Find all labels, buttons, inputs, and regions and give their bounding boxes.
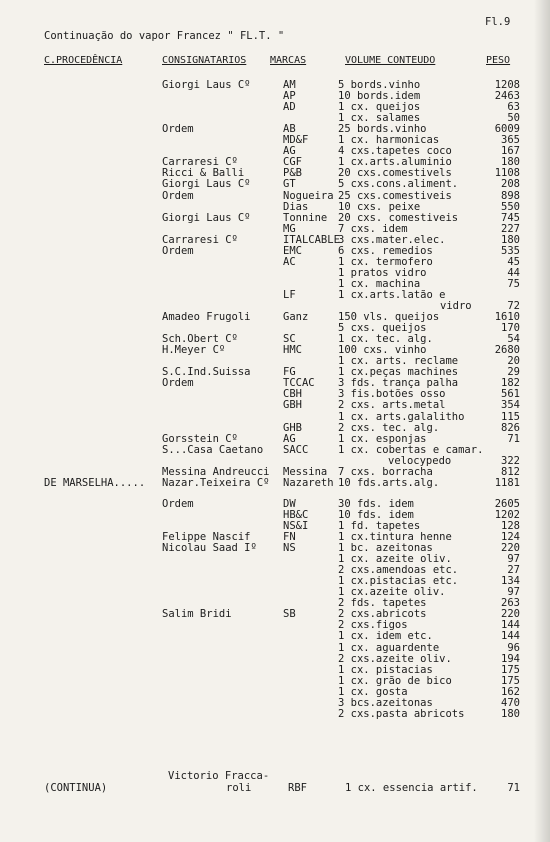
row-weight: 535 [501,244,520,257]
row-mark: GBH [283,399,302,412]
header-peso: PESO [486,55,511,66]
row-weight: 144 [501,630,520,643]
row-weight: 27 [507,564,520,577]
row-content: 1 cx. arts.galalitho [338,410,465,423]
row-mark: FN [283,531,296,543]
row-weight: 144 [501,619,520,632]
row-mark: TCCAC [283,377,315,390]
row-content: 10 bords.idem [338,90,421,103]
row-weight: 170 [501,322,520,335]
row-content: 1 cx.azeite oliv. [338,586,446,599]
row-content: 1 cx. esponjas [338,432,427,445]
row-content: 4 cxs.tapetes coco [338,145,452,158]
row-weight: 29 [507,366,520,379]
row-mark: AG [283,432,296,445]
row-mark: AD [283,101,296,114]
row-mark: AG [283,145,296,158]
header-procedencia: C.PROCEDÊNCIA [44,55,123,66]
row-content: 1 cx. harmonicas [338,134,440,147]
row-mark: SB [283,608,296,621]
row-content: 1 pratos vidro [338,266,427,279]
row-weight: 208 [501,178,520,191]
row-mark: Nogueira [283,189,334,202]
row-mark: ITALCABLE [283,233,340,246]
row-mark: MG [283,222,296,235]
row-mark: AP [283,90,296,103]
row-weight: 63 [507,101,520,114]
row-weight: 826 [501,421,520,434]
row-mark: SACC [283,443,309,456]
row-mark: CBH [283,388,302,401]
row-content: 2 cxs.pasta abricots [338,707,465,720]
row-consignee: Gorsstein Cº [162,432,238,445]
row-procedencia: DE MARSELHA..... [44,476,146,489]
row-mark: HB&C [283,508,309,521]
row-content: 1 bc. azeitonas [338,542,433,555]
row-content: 20 cxs. comestiveis [338,211,459,224]
row-consignee: S...Casa Caetano [162,443,264,456]
row-consignee: Carraresi Cº [162,233,238,246]
row-weight: 812 [501,465,520,478]
row-weight: 220 [501,608,520,621]
row-content: 3 fis.botões osso [338,388,446,401]
row-mark: AM [283,79,296,91]
row-weight: 175 [501,663,520,676]
row-weight: 45 [507,255,520,268]
row-content: 1 cx. azeite oliv. [338,553,452,566]
row-content: 5 cxs.cons.aliment. [338,178,459,191]
row-content: 150 vls. queijos [338,311,440,324]
row-mark: FG [283,366,296,379]
row-weight: 20 [507,355,520,368]
row-weight: 220 [501,542,520,555]
row-weight: 561 [501,388,520,401]
row-content: 1 cx. queijos [338,101,421,114]
row-content: 2 cxs. tec. alg. [338,421,440,434]
row-weight: 175 [501,674,520,687]
row-content: 1 cx. grão de bico [338,674,452,687]
row-mark: DW [283,497,296,510]
row-content: 25 bords.vinho [338,123,427,136]
row-content: 2 cxs.abricots [338,608,427,621]
row-weight: 1610 [494,311,520,324]
row-weight: 2680 [494,344,520,357]
row-weight: 72 [507,300,520,312]
row-weight: 97 [507,586,520,599]
continua-label: (CONTINUA) [44,782,108,794]
row-consignee: Ricci & Balli [162,167,245,180]
row-consignee: Nicolau Saad Iº [162,542,257,555]
row-weight: 1181 [494,476,520,489]
last-weight: 71 [507,782,520,794]
row-content: 1 cx.peças machines [338,366,459,379]
row-content: 10 fds. idem [338,508,414,521]
row-weight: 96 [507,641,520,654]
row-content: 6 cxs. remedios [338,244,433,257]
row-mark: CGF [283,156,302,169]
row-content: 1 cx. arts. reclame [338,355,459,368]
row-consignee: Felippe Nascif [162,531,251,543]
row-content: 3 fds. trança palha [338,377,459,390]
row-weight: 167 [501,145,520,158]
row-weight: 550 [501,200,520,213]
row-content: 1 fd. tapetes [338,519,421,532]
row-weight: 180 [501,156,520,169]
row-content: 1 cx.tintura henne [338,531,452,543]
row-content: 100 cxs. vinho [338,344,427,357]
row-weight: 6009 [494,123,520,136]
row-content: 2 cxs. arts.metal [338,399,446,412]
row-weight: 50 [507,112,520,125]
row-weight: 898 [501,189,520,202]
row-content: 2 cxs.amendoas etc. [338,564,459,577]
row-weight: 470 [501,696,520,709]
row-mark: AB [283,123,296,136]
row-content: 2 cxs.azeite oliv. [338,652,452,665]
row-weight: 180 [501,233,520,246]
row-mark: Ganz [283,311,309,324]
header-volume-conteudo: VOLUME CONTEUDO [345,55,436,66]
row-mark: Dias [283,200,309,213]
document-title: Continuação do vapor Francez " FL.T. " [44,30,285,42]
row-mark: LF [283,288,296,301]
last-consignee-line2: roli [226,782,252,794]
row-consignee: Messina Andreucci [162,465,270,478]
row-consignee: Ordem [162,189,194,202]
row-weight: 354 [501,399,520,412]
row-weight: 745 [501,211,520,224]
row-content: 7 cxs. idem [338,222,408,235]
row-weight: 2605 [494,497,520,510]
row-content: velocypedo [388,454,452,467]
row-consignee: Ordem [162,377,194,390]
row-mark: HMC [283,344,302,357]
row-weight: 54 [507,333,520,346]
row-mark: Nazareth [283,476,334,489]
row-weight: 1208 [494,79,520,91]
row-consignee: Nazar.Teixeira Cº [162,476,270,489]
row-content: 1 cx. pistacias [338,663,433,676]
row-weight: 227 [501,222,520,235]
row-content: 1 cx. aguardente [338,641,440,654]
row-mark: Messina [283,465,328,478]
row-weight: 75 [507,277,520,290]
row-consignee: Giorgi Laus Cº [162,211,251,224]
row-content: 20 cxs.comestivels [338,167,452,180]
row-content: 1 cx. gosta [338,685,408,698]
last-content: 1 cx. essencia artif. [345,782,478,794]
row-weight: 2463 [494,90,520,103]
row-mark: MD&F [283,134,309,147]
row-mark: NS [283,542,296,555]
row-consignee: H.Meyer Cº [162,344,226,357]
row-mark: SC [283,333,296,346]
row-consignee: Salim Bridi [162,608,232,621]
row-weight: 1108 [494,167,520,180]
row-weight: 1202 [494,508,520,521]
row-content: 1 cx.pistacias etc. [338,575,459,588]
row-consignee: Ordem [162,244,194,257]
row-weight: 115 [501,410,520,423]
row-consignee: Giorgi Laus Cº [162,79,251,91]
page-number: Fl.9 [485,16,511,28]
row-content: 10 cxs. peixe [338,200,421,213]
row-content: 5 cxs. queijos [338,322,427,335]
row-consignee: Ordem [162,123,194,136]
row-consignee: Amadeo Frugoli [162,311,251,324]
last-mark: RBF [288,782,307,794]
row-content: 1 cx. salames [338,112,421,125]
row-weight: 194 [501,652,520,665]
row-weight: 44 [507,266,520,279]
scan-shadow [534,0,550,842]
row-consignee: Ordem [162,497,194,510]
row-content: vidro [440,300,472,312]
header-marcas: MARCAS [270,55,307,66]
row-mark: Tonnine [283,211,328,224]
row-weight: 97 [507,553,520,566]
row-content: 1 cx. idem etc. [338,630,433,643]
row-weight: 134 [501,575,520,588]
row-content: 1 cx.arts.latão e [338,288,446,301]
row-content: 2 cxs.figos [338,619,408,632]
row-weight: 263 [501,597,520,610]
row-weight: 71 [507,432,520,445]
row-mark: P&B [283,167,302,180]
row-weight: 322 [501,454,520,467]
row-mark: AC [283,255,296,268]
row-content: 1 cx. cobertas e camar. [338,443,484,456]
row-content: 10 fds.arts.alg. [338,476,440,489]
row-content: 25 cxs.comestiveis [338,189,452,202]
row-weight: 124 [501,531,520,543]
row-content: 5 bords.vinho [338,79,421,91]
row-weight: 180 [501,707,520,720]
row-weight: 365 [501,134,520,147]
row-content: 30 fds. idem [338,497,414,510]
row-content: 3 cxs.mater.elec. [338,233,446,246]
row-content: 1 cx. machina [338,277,421,290]
row-content: 1 cx. tec. alg. [338,333,433,346]
header-consignatarios: CONSIGNATARIOS [162,55,247,66]
row-content: 1 cx. termofero [338,255,433,268]
row-consignee: Carraresi Cº [162,156,238,169]
row-content: 7 cxs. borracha [338,465,433,478]
row-weight: 162 [501,685,520,698]
row-weight: 182 [501,377,520,390]
row-mark: GHB [283,421,302,434]
row-content: 1 cx.arts.aluminio [338,156,452,169]
row-content: 3 bcs.azeitonas [338,696,433,709]
row-consignee: Sch.Obert Cº [162,333,238,346]
row-content: 2 fds. tapetes [338,597,427,610]
row-consignee: Giorgi Laus Cº [162,178,251,191]
row-mark: EMC [283,244,302,257]
row-mark: GT [283,178,296,191]
last-consignee-line1: Victorio Fracca- [168,770,270,782]
row-mark: NS&I [283,519,309,532]
row-weight: 128 [501,519,520,532]
row-consignee: S.C.Ind.Suissa [162,366,251,379]
